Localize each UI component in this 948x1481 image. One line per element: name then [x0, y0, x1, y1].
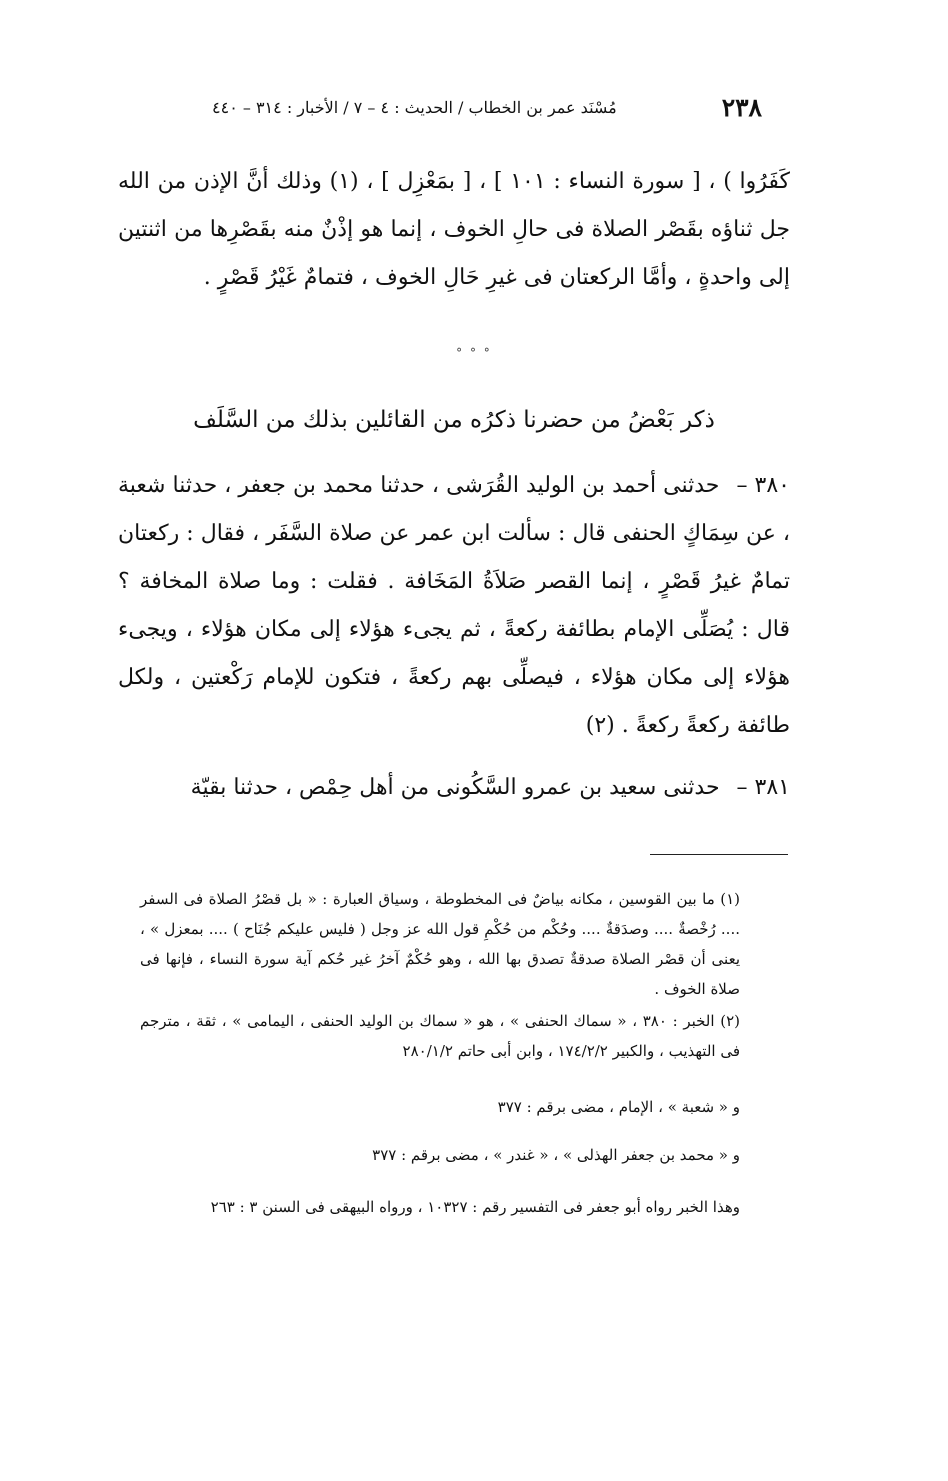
hadith-number: ٣٨١ –	[736, 775, 790, 800]
footnote-2-line-3	[140, 1192, 740, 1222]
footnote-2-line-1	[140, 1092, 740, 1122]
page-header	[212, 92, 762, 122]
footnote-line-text: وهذا الخبر رواه أبو جعفر فى التفسير رقم : ١٠٣٢٧ ، ورواه البيهقى فى السنن ٣ : ٢٦٣	[210, 1198, 740, 1216]
hadith-380	[118, 462, 790, 750]
section-divider-ornament: ° ° °	[456, 346, 492, 360]
footnote-separator	[650, 854, 788, 855]
page-number: ٢٣٨	[721, 92, 762, 122]
footnote-2-line-2	[140, 1140, 740, 1170]
running-title: مُسْنَد عمر بن الخطاب / الحديث : ٤ – ٧ / الأخبار : ٣١٤ – ٤٤٠	[212, 97, 617, 117]
paragraph-continuation: كَفَرُوا ) ، [ سورة النساء : ١٠١ ] ، [ بمَعْزِل ] ، (١) وذلك أنَّ الإذن من الله جل ثناؤه بقَصْر الصلاة فى حالِ الخوف ، إنما هو إذْنٌ منه بقَصْرِها من اثنتين إلى واحدةٍ ، وأمَّا الركعتان فى غيرِ حَالِ الخوف ، فتمامٌ غَيْرُ قَصْرٍ .	[118, 169, 790, 290]
hadith-text: حدثنى سعيد بن عمرو السَّكُونى من أهل حِمْص ، حدثنا بقيّة	[190, 775, 720, 800]
hadith-number: ٣٨٠ –	[736, 473, 790, 498]
footnote-2: (٢) الخبر : ٣٨٠ ، « سماك الحنفى » ، هو « سماك بن الوليد الحنفى ، اليمامى » ، ثقة ، مترجم فى التهذيب ، والكبير ١٧٤/٢/٢ ، وابن أبى حاتم ٢٨٠/١/٢	[140, 1012, 740, 1060]
section-heading: ذكر بَعْضُ من حضرنا ذكرُه من القائلين بذلك من السَّلَف	[193, 407, 715, 433]
footnote-line-text: و « شعبة » ، الإمام ، مضى برقم : ٣٧٧	[497, 1098, 740, 1116]
footnote-1: (١) ما بين القوسين ، مكانه بياضٌ فى المخطوطة ، وسياق العبارة : « بل قصْرُ الصلاة فى السفر .... رُخْصةٌ .... وصدَقةٌ .... وحُكْم من حُكْمِ قول الله عز وجل ( فليس عليكم جُنَاح ) .... بمعزل » ، يعنى أن قصْر الصلاة صدقةٌ تصدق بها الله ، وهو حُكْمٌ آخرُ غير حُكم آية سورة النساء ، فإنها فى صلاة الخوف .	[140, 890, 740, 998]
footnote-line-text: و « محمد بن جعفر الهذلى » ، « غندر » ، مضى برقم : ٣٧٧	[372, 1146, 740, 1164]
hadith-text: حدثنى أحمد بن الوليد القُرَشى ، حدثنا محمد بن جعفر ، حدثنا شعبة ، عن سِمَاكٍ الحنفى قال : سألت ابن عمر عن صلاة السَّفَر ، فقال : ركعتان تمامٌ غيرُ قَصْرٍ ، إنما القصر صَلاَةُ المَخَافة . فقلت : وما صلاة المخافة ؟ قال : يُصَلِّى الإمام بطائفة ركعةً ، ثم يجىء هؤلاء إلى مكان هؤلاء ، ويجىء هؤلاء إلى مكان هؤلاء ، فيصلِّى بهم ركعةً ، فتكون للإمام رَكْعتين ، ولكل طائفة ركعةً ركعةً . (٢)	[118, 473, 790, 738]
hadith-381	[118, 764, 790, 812]
